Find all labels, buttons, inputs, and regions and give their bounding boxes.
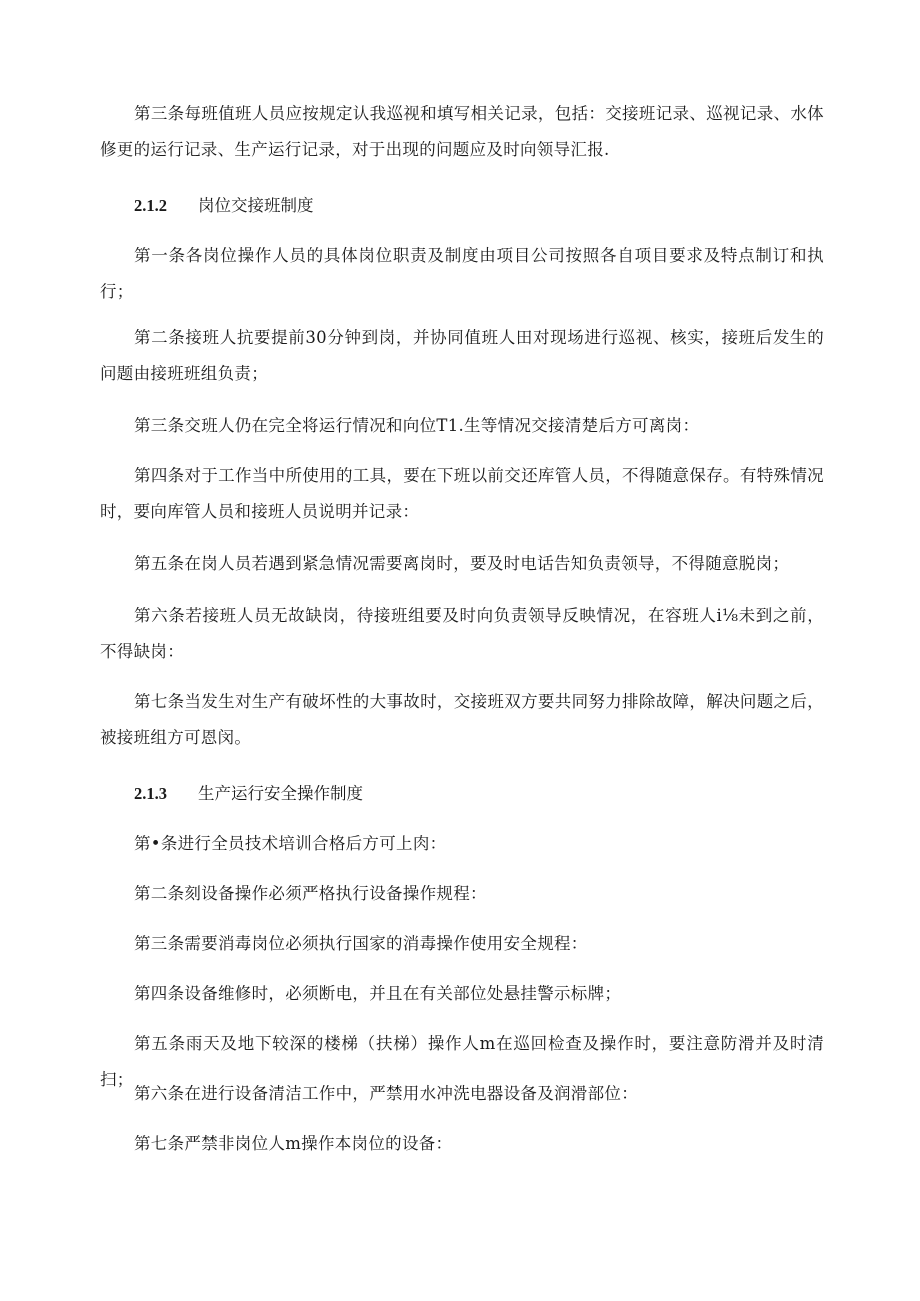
article-paragraph: 第二条刻设备操作必须严格执行设备操作规程：: [134, 884, 487, 903]
section-title: 岗位交接班制度: [198, 196, 314, 215]
article-paragraph: 第六条在进行设备清洁工作中，严禁用水冲洗电器设备及润滑部位：: [134, 1084, 638, 1103]
article-paragraph: 第七条当发生对生产有破坏性的大事故时，交接班双方要共同努力排除故障，解决问题之后，被接班组方可恩闵。: [100, 692, 824, 747]
article-paragraph: 第三条需要消毒岗位必须执行国家的消毒操作使用安全规程：: [134, 934, 588, 953]
section-number: 2.1.2: [134, 196, 167, 215]
article-paragraph: 第•条进行全员技术培训合格后方可上肉：: [134, 834, 447, 853]
article-paragraph: 第二条接班人抗要提前30分钟到岗，并协同值班人田对现场进行巡视、核实，接班后发生的问题由接班班组负责；: [100, 328, 824, 383]
section-heading-2-1-3: [134, 782, 363, 806]
article-paragraph: 第四条设备维修时，必须断电，并且在有关部位处悬挂警示标牌；: [134, 984, 622, 1003]
article-paragraph: 第五条在岗人员若遇到紧急情况需要离岗时，要及时电话告知负责领导，不得随意脱岗；: [134, 554, 790, 573]
article-paragraph: 第一条各岗位操作人员的具体岗位职责及制度由项目公司按照各自项目要求及特点制订和执行；: [100, 246, 824, 301]
article-paragraph: 第六条若接班人员无故缺岗，待接班组要及时向负责领导反映情况，在容班人i⅛未到之前，不得缺岗：: [100, 606, 824, 661]
article-paragraph: 第七条严禁非岗位人m操作本岗位的设备：: [134, 1134, 453, 1153]
section-heading-2-1-2: [134, 194, 314, 218]
section-number: 2.1.3: [134, 784, 167, 803]
section-title: 生产运行安全操作制度: [198, 784, 363, 803]
article-paragraph: 第四条对于工作当中所使用的工具，要在下班以前交还库管人员，不得随意保存。有特殊情况时，要向库管人员和接班人员说明并记录：: [100, 466, 824, 521]
article-paragraph: 第三条每班值班人员应按规定认我巡视和填写相关记录，包括：交接班记录、巡视记录、水体修更的运行记录、生产运行记录，对于出现的问题应及时向领导汇报.: [100, 104, 824, 159]
article-paragraph: 第三条交班人仍在完全将运行情况和向位T1.生等情况交接清楚后方可离岗：: [134, 416, 700, 435]
article-paragraph: 第五条雨天及地下较深的楼梯（扶梯）操作人m在巡回检查及操作时，要注意防滑并及时清扫；: [100, 1034, 824, 1089]
